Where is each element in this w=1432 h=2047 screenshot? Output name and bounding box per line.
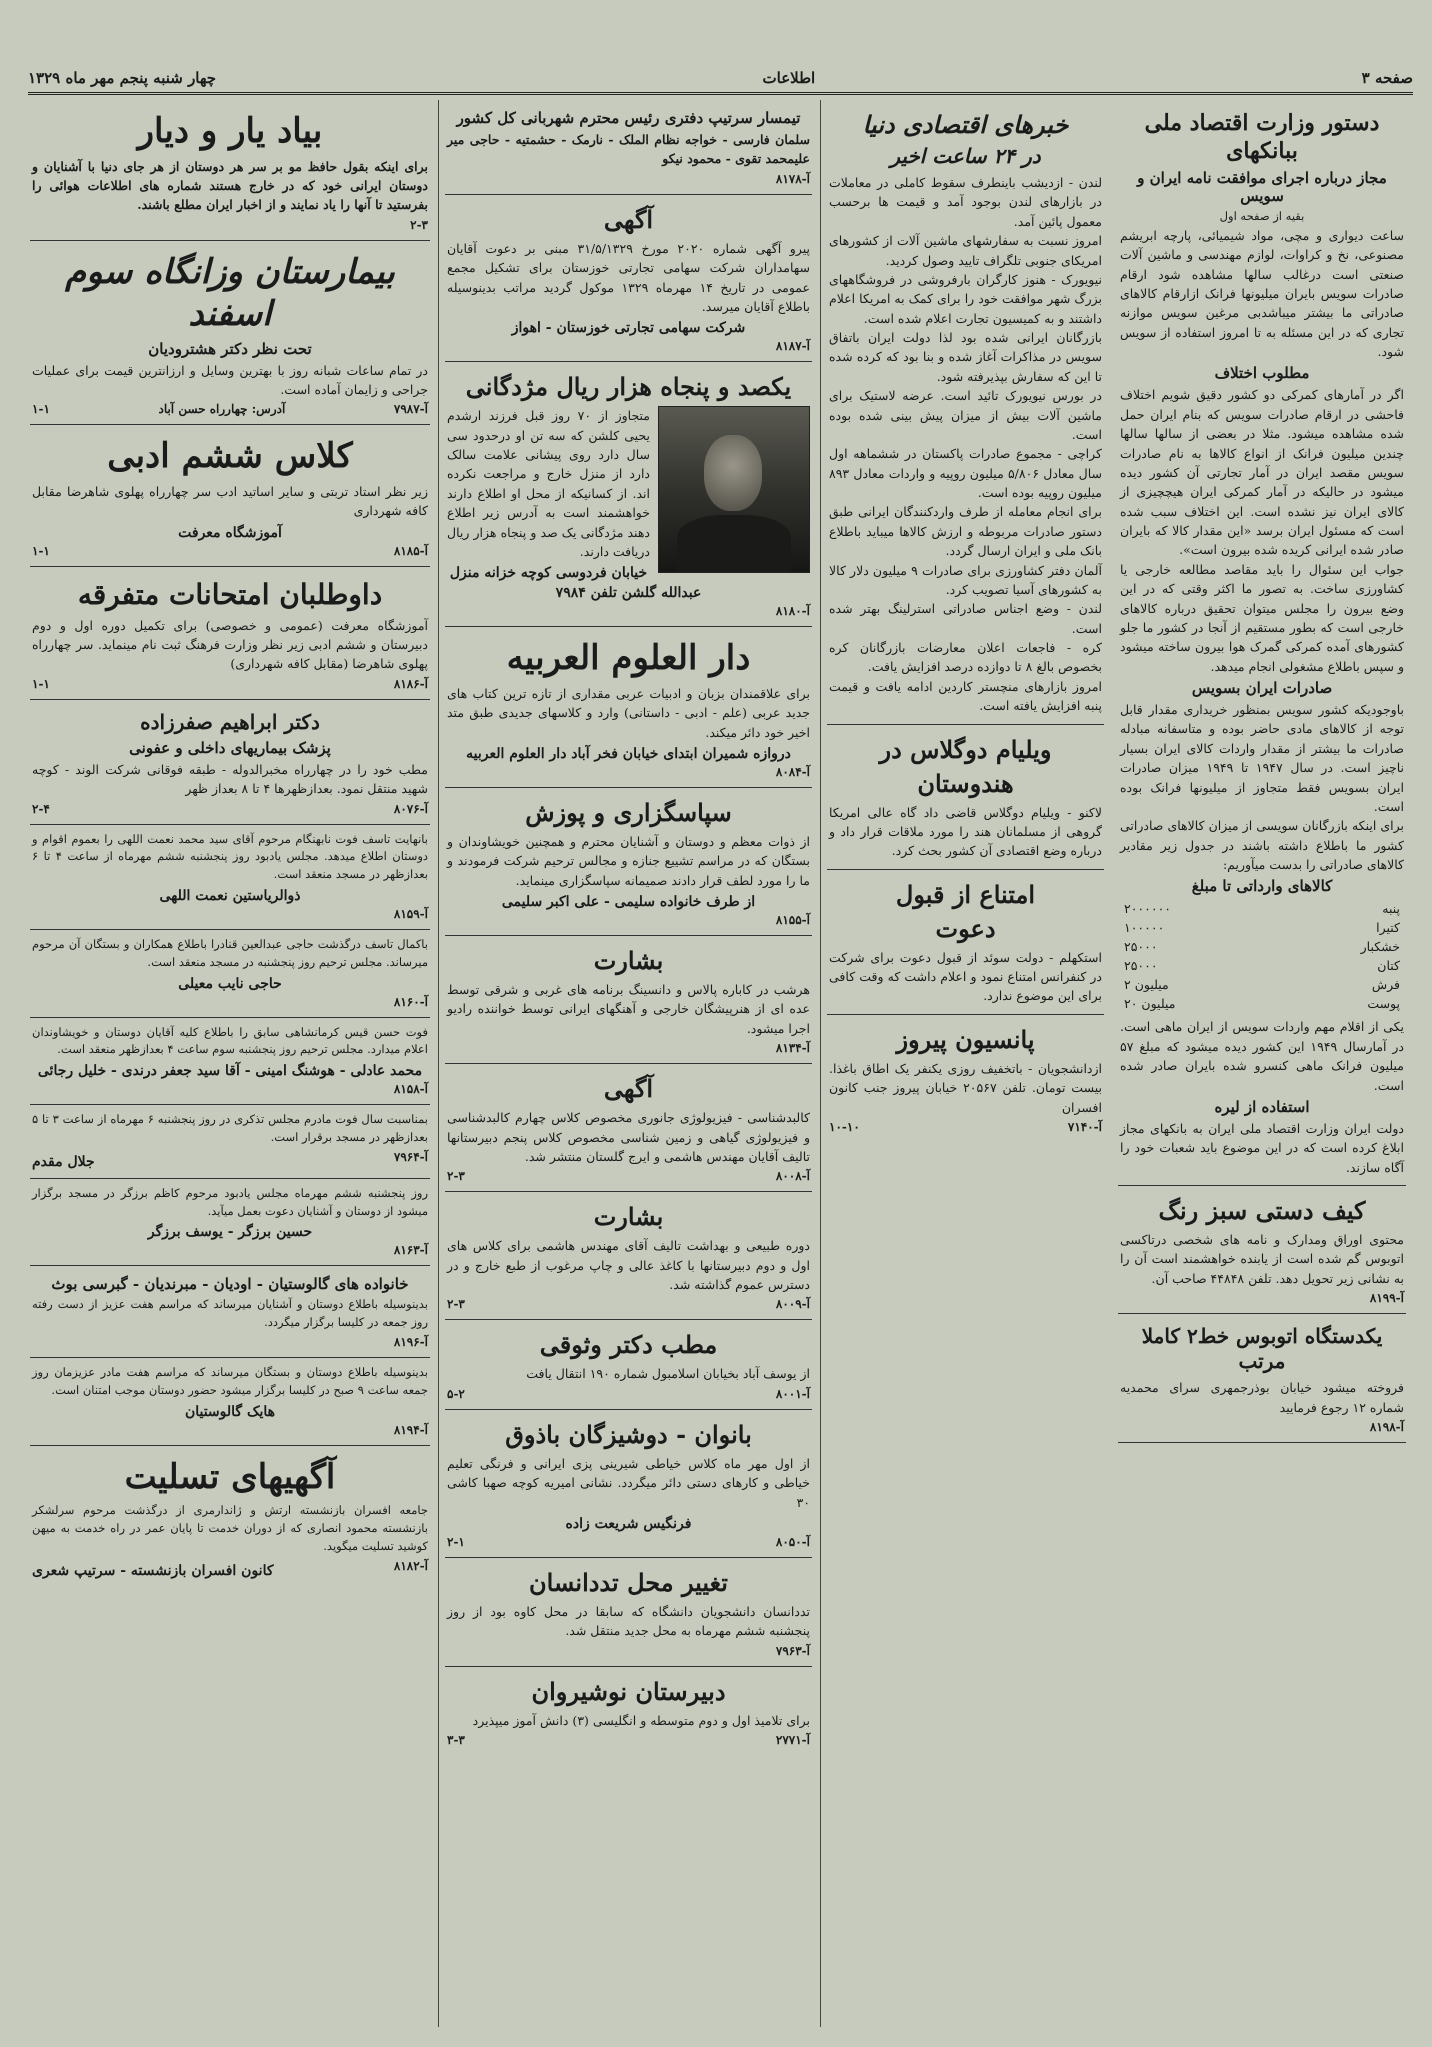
- ad-code: آ-۸۰۰۸: [775, 1169, 810, 1184]
- ad-run: ۱-۱: [32, 402, 50, 417]
- ad-subtitle: پزشک بیماریهای داخلی و عفونی: [129, 738, 331, 757]
- article-paragraph: جواب این سئوال را باید مقاصد مطالعه خارجی یا کشاورزی ساخت. به تصور ما اکثر وقتی که در این وضع بیرون را مجلس میتوان تحقیق درباره کالاهای خارجی است که بطور مستقیم از آنجا در کشور ما جلو کشورهای آمده کمرکی گمرک هوا بیرون ساخته میشود و سپس باطلاع مشغولی انجام میدهد.: [1120, 561, 1404, 674]
- column-2: [820, 100, 1110, 2027]
- remember-friends-ad: [30, 100, 430, 241]
- ad-title: بشارت: [593, 1202, 664, 1232]
- condolence-6: [30, 1266, 430, 1358]
- ad-ref: [447, 1535, 810, 1549]
- ad-run: ۲-۳: [447, 1169, 465, 1184]
- condolence-1: [30, 825, 430, 930]
- article-subtitle: در ۲۴ ساعت اخیر: [890, 144, 1041, 168]
- ad-ref: [32, 1335, 428, 1349]
- ad-code: آ-۸۰۵۰: [775, 1534, 810, 1549]
- ad-text: برای تلامیذ اول و دوم متوسطه و انگلیسی (۳) دانش آموز میپذیرد: [472, 1712, 810, 1728]
- condolence-7: [30, 1358, 430, 1446]
- ad-run: ۱-۱: [32, 676, 50, 691]
- ad-ref: [32, 218, 428, 232]
- section-heading: استفاده از لیره: [1214, 1097, 1310, 1116]
- ad-code: آ-۸۰۰۹: [775, 1297, 810, 1312]
- ad-ref: [32, 1243, 428, 1257]
- ad-ref: [447, 604, 810, 618]
- ad-signature: شرکت سهامی تجارتی خوزستان - اهواز: [511, 320, 746, 337]
- notice-text: باکمال تاسف درگذشت حاجی عبدالعین قنادرا باطلاع همکاران و بستگان آن مرحوم میرساند. مجلس ترحیم روز پنجشنبه در مسجد منعقد است.: [32, 936, 428, 969]
- exports-table: [1120, 899, 1404, 1013]
- table-title: کالاهای وارداتی تا مبلغ: [1191, 877, 1333, 896]
- notice-signature: کانون افسران بازنشسته - سرتیپ شعری: [32, 1562, 274, 1579]
- ad-text: در تمام ساعات شبانه روز با بهترین وسایل و ارزانترین قیمت برای عملیات جراحی و زایمان آماده است.: [32, 362, 428, 397]
- ad-ref: [32, 544, 428, 558]
- article-paragraph: ساعت دیواری و مچی، مواد شیمیائی، پارچه ابریشم مصنوعی، نخ و کراوات، لوازم مهندسی و ماشین آلات صنعتی است درغالب سالها مشاهده شود ارقام صادرات سویس بایران میلیونها فرانک ازارقام کالاهای صادراتی ما بیشتر میباشدبی مرغین سویس موازنه تجاری که در این مسئله به تا امروز استفاده از سویس شود.: [1120, 227, 1404, 360]
- notice-signature: ذوالریاستین نعمت اللهی: [159, 887, 301, 904]
- article-paragraph: نیویورک - هنوز کارگران بارفروشی در فروشگاههای بزرگ شهر موافقت خود را برای کمک به امریکا اعلام داشتند و به کمیسیون تجارت اعلام شده است.: [829, 271, 1102, 326]
- article-paragraph: برای انجام معامله از طرف واردکنندگان ایرانی طبق دستور صادرات مربوطه و ارزش کالاها میباید باطلاع بانک ملی و ایران ارسال گردد.: [829, 504, 1102, 559]
- ad-code: آ-۸۱۹۹: [1369, 1291, 1404, 1306]
- ad-address: آدرس: چهارراه حسن آباد: [158, 402, 286, 417]
- ad-title: بشارت: [593, 946, 664, 975]
- article-title: دستور وزارت اقتصاد ملی ببانکهای: [1144, 110, 1380, 164]
- notice-ref: [447, 172, 810, 186]
- article-paragraph: یکی از اقلام مهم واردات سویس از ایران ماهی است. در آمارسال ۱۹۴۹ این کشور دیده میشود که مبلغ ۵۷ میلیون فرانک ماهی کنسرو شده بایران صادر شده است.: [1120, 1019, 1404, 1093]
- ad-code: آ-۸۱۹۸: [1369, 1419, 1404, 1434]
- ad-run: ۲-۴: [32, 801, 50, 816]
- exam-ad: [30, 567, 430, 700]
- photo-face: [704, 435, 762, 511]
- article-paragraph: کره - فاجعات اعلان معارضات بازرگانان کره بخصوص بالغ ۸ تا دوازده درصد افزایش یافت.: [829, 640, 1102, 675]
- table-cell: ۲۵۰۰۰: [1124, 958, 1158, 974]
- table-cell: خشکبار: [1360, 939, 1400, 955]
- cabaret-ad: [445, 936, 812, 1064]
- ad-code: آ-۸۱۶۰: [393, 994, 428, 1009]
- literary-class-ad: [30, 425, 430, 566]
- ad-ref: [447, 1169, 810, 1183]
- ad-title: دبیرستان نوشیروان: [531, 1676, 726, 1706]
- section-heading: مطلوب اختلاف: [1214, 364, 1310, 383]
- ad-text: پیرو آگهی شماره ۲۰۲۰ مورخ ۳۱/۵/۱۳۲۹ مبنی بر دعوت آقایان سهامداران شرکت سهامی تجارتی خوزستان برای تشکیل مجمع عمومی در تاریخ ۱۴ مهرماه ۱۳۲۹ موکول گردید مراتب بدینوسیله باطلاع آقایان میرسد.: [447, 240, 810, 314]
- thanks-ad: [445, 788, 812, 936]
- ad-title: بیمارستان وزانگاه سوم اسفند: [65, 251, 395, 335]
- table-cell: پوست: [1367, 996, 1400, 1012]
- table-row: [1120, 956, 1404, 975]
- condolence-ads-section: [30, 1446, 430, 1587]
- ad-code: آ-۷۱۴۰: [1067, 1119, 1102, 1134]
- ad-run: ۲-۳: [447, 1297, 465, 1312]
- table-cell: ۱۰۰۰۰۰: [1124, 920, 1165, 936]
- page-number: صفحه ۳: [1361, 69, 1413, 87]
- ad-code: آ-۸۰۷۶: [393, 801, 428, 816]
- ad-code: آ-۷۹۶۴: [393, 1149, 428, 1164]
- ad-text: برای اینکه بقول حافظ مو بر سر هر دوستان از هر جای دنیا با آشنایان و دوستان ایرانی خود که در خارج هستند شماره های اطلاعات هوائی را بفرستید تا آنها را یاد نمایند و از اخبار ایران مطلع باشند.: [32, 158, 428, 213]
- table-cell: فرش: [1371, 977, 1400, 993]
- reward-ad: [445, 362, 812, 627]
- textbook-ad: [445, 1064, 812, 1192]
- condolence-5: [30, 1179, 430, 1267]
- ad-title: یکدستگاه اتوبوس خط۲ کاملا مرتب: [1141, 1324, 1383, 1374]
- notice-text: بمناسبت سال فوت مادرم مجلس تذکری در روز پنجشنبه ۶ مهرماه از ساعت ۳ تا ۵ بعدازظهر در مسجد برقرار است.: [32, 1112, 428, 1144]
- column-3: [438, 100, 818, 2027]
- ad-code: آ-۸۱۶۳: [393, 1243, 428, 1258]
- ad-run: ۳-۳: [447, 1733, 465, 1747]
- article-title: خبرهای اقتصادی دنیا: [862, 110, 1069, 139]
- ad-run: ۵-۲: [447, 1386, 465, 1401]
- ad-ref: [32, 677, 428, 691]
- ad-address: دروازه شمیران ابتدای خیابان فخر آباد دار العلوم العربیه: [466, 745, 791, 762]
- ad-text: متجاوز از ۷۰ روز قبل فرزند ارشدم یحیی کلشن که سه تن او درحدود سی سال دارد روی پیشانی علامت سالک دارد از منزل خارج و مراجعت نکرده اند. از کسانیکه از محل او اطلاع دارند خواهشمند است به آدرس زیر اطلاع دهند مژدگانی یک صد و پنجاه هزار ریال دریافت دارند.: [447, 408, 650, 559]
- ad-text: زیر نظر استاد تربتی و سایر اساتید ادب سر چهارراه پهلوی شاهرضا مقابل کافه شهرداری: [32, 483, 428, 519]
- ad-ref: [32, 907, 428, 921]
- relocation-ad: [445, 1558, 812, 1667]
- column-4: [24, 100, 436, 2027]
- ad-title: کیف دستی سبز رنگ: [1158, 1196, 1366, 1226]
- ad-title: بانوان - دوشیزگان باذوق: [505, 1419, 752, 1449]
- article-paragraph: امروز بازارهای منچستر کاردین ادامه یافت و قیمت پنبه افزایش یافته است.: [829, 678, 1102, 714]
- notice-signature: جلال مقدم: [32, 1153, 95, 1170]
- notice-signature: محمد عادلی - هوشنگ امینی - آقا سید جعفر درندی - خلیل رجائی: [37, 1063, 423, 1080]
- economy-article: [1118, 100, 1406, 1186]
- ad-text: دوره طبیعی و بهداشت تالیف آقای مهندس هاشمی برای کلاس های اول و دوم دبیرستانها با کاغذ عالی و چاپ مرغوب از طبع خارج و در دسترس عموم گذاشته شد.: [447, 1238, 810, 1292]
- ad-text: هرشب در کاباره پالاس و دانسینگ برنامه های غربی و شرقی توسط عده ای از هنرپیشگان خارجی و آهنگهای ایرانی توسط خواننده رادیو اجرا میشود.: [447, 982, 810, 1036]
- ad-title: دار العلوم العربیه: [506, 638, 751, 679]
- notice-text: بدینوسیله باطلاع دوستان و آشنایان میرساند که مراسم هفت عزیز از دست رفته روز جمعه در کلیسا برگزار میگردد.: [32, 1297, 428, 1330]
- ad-code: آ-۸۰۰۱: [775, 1386, 810, 1401]
- world-economy-article: [827, 100, 1104, 725]
- ad-text: از ذوات معظم و دوستان و آشنایان محترم و همچنین خویشاوندان و بستگان که در مراسم تشییع جنازه و مجالس ترحیم شرکت فرمودند و ما را مورد لطف قرار دادند صمیمانه سپاسگزاری مینماید.: [447, 833, 810, 888]
- article-title: امتناع از قبول: [895, 879, 1036, 909]
- notice-text: سلمان فارسی - خواجه نظام الملک - نارمک - حشمتیه - حاجی میر علیمحمد تقوی - محمود نیکو: [447, 132, 810, 167]
- notice-text: جامعه افسران بازنشسته ارتش و ژاندارمری از درگذشت مرحوم سرلشکر بازنشسته محمود انصاری که از دوران خدمت تا پایان عمر در راه خدمت به میهن کوشید تسلیت میگوید.: [32, 1503, 428, 1553]
- ad-ref: [447, 1733, 810, 1747]
- ad-signature: از طرف خانواده سلیمی - علی اکبر سلیمی: [501, 894, 756, 910]
- ad-ref: [447, 1041, 810, 1055]
- ad-text: مطب خود را در چهارراه مخبرالدوله - طبقه فوقانی شرکت الوند - کوچه شهید منتقل نمود. بعدازظهرها ۴ تا ۸ بعداز ظهر: [32, 761, 428, 797]
- ad-code: آ-۸۱۸۲: [393, 1558, 428, 1573]
- ad-subtitle: تحت نظر دکتر هشترودیان: [148, 339, 312, 358]
- invitation-article: [827, 870, 1104, 1015]
- ad-run: ۲-۳: [410, 217, 428, 232]
- ad-title: آگهی: [603, 1074, 654, 1104]
- condolence-3: [30, 1018, 430, 1106]
- article-title-line2: دعوت: [935, 913, 996, 943]
- ad-ref: [32, 1559, 428, 1579]
- ad-code: آ-۷۹۸۷: [393, 402, 428, 417]
- article-paragraph: باوجودیکه کشور سویس بمنظور خریداری مقدار قابل توجه از کالاهای مادی حاضر بوده و متاسفانه مبادله صادرات ما بیشتر از مقدار واردات کالای ایران بسیار ناچیز است. در سال ۱۹۴۷ تا ۱۹۴۹ میزان صادرات ایران بسویس فقط متجاوز از میلیونها فرانک بوده است.: [1120, 702, 1404, 814]
- table-row: [1120, 899, 1404, 918]
- article-paragraph: لاکنو - ویلیام دوگلاس قاضی داد گاه عالی امریکا گروهی از مسلمانان هند را مورد ملاقات قرار داد و درباره وضع اقتصادی آن کشور بحث کرد.: [829, 804, 1102, 859]
- article-title-line2: هندوستان: [917, 768, 1014, 798]
- missing-person-photo: [658, 406, 810, 573]
- table-cell: کتیرا: [1376, 920, 1400, 936]
- ad-code: آ-۸۱۹۶: [393, 1335, 428, 1350]
- ad-text: کالبدشناسی - فیزیولوژی جانوری مخصوص کلاس چهارم کالبدشناسی و فیزیولوژی گیاهی و زمین شناسی مخصوص کلاس پنجم دبیرستانها تالیف آقایان مهندس هاشمی و ایرج گلستان منتشر شد.: [447, 1110, 810, 1164]
- ad-code: آ-۸۱۸۰: [775, 604, 810, 619]
- article-subtitle: مجاز درباره اجرای موافقت نامه ایران و سویس: [1137, 169, 1387, 205]
- ad-ref: [1120, 1420, 1404, 1434]
- article-paragraph: استکهلم - دولت سوئد از قبول دعوت برای شرکت در کنفرانس امتناع نمود و اعلام داشت که وقت کافی برای این موضوع ندارد.: [829, 949, 1102, 1004]
- ad-text: فروخته میشود خیابان بوذرجمهری سرای محمدیه شماره ۱۲ رجوع فرمایید: [1120, 1380, 1404, 1415]
- notice-text: بانهایت تاسف فوت نابهنگام مرحوم آقای سید محمد نعمت اللهی را بعموم اقوام و دوستان اطلاع میدهد. مجلس یادبود روز پنجشنبه ششم مهرماه از ساعت ۴ تا ۶ بعدازظهر در مسجد منعقد است.: [32, 831, 429, 882]
- notice-heading: تیمسار سرتیپ دفتری رئیس محترم شهربانی کل کشور: [456, 109, 801, 127]
- table-cell: کتان: [1377, 958, 1400, 974]
- ad-title: بیاد یار و دیار: [137, 111, 323, 151]
- ad-text: محتوی اوراق ومدارک و نامه های شخصی درتاکسی اتوبوس گم شده است از یابنده خواهشمند است آن را به نشانی زیر تحویل دهد. تلفن ۴۴۸۴۸ صاحب آن.: [1120, 1232, 1404, 1286]
- ad-ref: [447, 339, 810, 353]
- ad-address: خیابان فردوسی کوچه خزانه منزل: [449, 565, 648, 582]
- ad-code: آ-۸۱۸۷: [775, 339, 810, 354]
- table-row: [1120, 975, 1404, 994]
- article-paragraph: اگر در آمارهای کمرکی دو کشور دقیق شویم اختلاف فاحشی در ارقام صادرات سویس که بنام ایران حمل شده مشاهده میشود. مثلا در بعضی از سالها سالها چندین میلیون فرانک از انواع کالاها به نام صادرات سویس مقصد ایران در آمار تجارتی آن کشور دیده میشود در حالیکه در آمار کمرکی ایران هیچچیزی از کالای ایران نیز نشده است. این اختلاف سبب شده است که مسئول ایران برسد «این مقدار کالا که بایران صادر شده ایرانی کریده شده بیرون است».: [1120, 387, 1404, 558]
- notice-signature: حسین برزگر - یوسف برزگر: [147, 1224, 313, 1241]
- hospital-ad: [30, 241, 430, 426]
- science-book-ad: [445, 1192, 812, 1320]
- ad-title: مطب دکتر وثوقی: [539, 1330, 718, 1360]
- table-cell: پنبه: [1382, 901, 1400, 917]
- notice-signature: هایک گالوستیان: [184, 1403, 276, 1420]
- ad-ref: [447, 1644, 810, 1658]
- article-paragraph: در بورس نیویورک تائید است. عرضه لاستیک برای ماشین آلات بیش از میزان پیش بینی شده بوده است.: [829, 388, 1102, 442]
- article-title: ویلیام دوگلاس در: [879, 734, 1052, 764]
- bus-sale-ad: [1118, 1314, 1406, 1443]
- ad-run: ۱۰-۱۰: [829, 1119, 860, 1134]
- ad-code: آ-۸۱۵۵: [775, 913, 810, 927]
- ad-text: آموزشگاه معرفت (عمومی و خصوصی) برای تکمیل دوره اول و دوم دبیرستان و ششم ادبی زیر نظر وزارت فرهنگ ثبت نام مینماید. سر چهارراه پهلوی شاهرضا (مقابل کافه شهرداری): [32, 617, 428, 672]
- notice-text: بدینوسیله باطلاع دوستان و بستگان میرساند که مراسم هفت مادر عزیزمان روز جمعه ساعت ۹ صبح در کلیسا برگزار میشود حضور دوستان موجب امتنان است.: [32, 1365, 428, 1397]
- notice-text: روز پنجشنبه ششم مهرماه مجلس یادبود مرحوم کاظم برزگر در مسجد برگزار میشود از دوستان و آشنایان دعوت بعمل میآید.: [32, 1185, 428, 1218]
- ad-ref: [829, 1120, 1102, 1134]
- table-row: [1120, 937, 1404, 956]
- ad-ref: [1120, 1291, 1404, 1305]
- issue-date: چهار شنبه پنجم مهر ماه ۱۳۲۹: [28, 69, 217, 87]
- lost-bag-ad: [1118, 1186, 1406, 1314]
- ad-ref: [32, 802, 428, 816]
- article-paragraph: آلمان دفتر کشاورزی برای صادرات ۹ میلیون دلار کالا به کشورهای آسیا تصویب کرد.: [829, 562, 1103, 597]
- paper-name: اطلاعات: [762, 69, 816, 87]
- notice-text: فوت حسن قیس کرمانشاهی سابق را باطلاع کلیه آقایان دوستان و خویشاوندان اعلام میدارد. مجلس ترحیم روز پنجشنبه سوم ساعت ۴ بعدازظهر منعقد است.: [32, 1024, 428, 1057]
- ad-run: ۲-۱: [447, 1534, 465, 1549]
- condolence-4: [30, 1105, 430, 1179]
- ad-code: آ-۸۱۷۸: [775, 171, 810, 186]
- ad-code: آ-۸۱۹۴: [393, 1422, 428, 1437]
- ad-signature: آموزشگاه معرفت: [178, 524, 282, 541]
- ad-text: تددانسان دانشجویان دانشگاه که سابقا در محل کاوه بود از روز پنجشنبه ششم مهرماه به محل جدید منتقل شد.: [447, 1603, 810, 1639]
- photo-body: [677, 515, 791, 572]
- ad-code: آ-۸۱۳۴: [775, 1041, 810, 1056]
- notice-heading: خانواده های گالوستیان - اودیان - مبرنديان - گبرسی بوث: [51, 1275, 409, 1294]
- ad-ref: [32, 1423, 428, 1437]
- ad-title: داوطلبان امتحانات متفرقه: [77, 577, 383, 611]
- article-paragraph: بازرگانان ایرانی شده بود لذا دولت ایران باتفاق سویس در مذاکرات آغاز شده و بنا بود که کرده شده تا این که سفارش بپذیرفته شود.: [829, 330, 1102, 384]
- school-ad: [445, 1667, 812, 1755]
- table-cell: ۲۰۰۰۰۰۰: [1124, 901, 1171, 917]
- section-title: آگهیهای تسلیت: [124, 1456, 336, 1497]
- ad-title: سپاسگزاری و پوزش: [525, 797, 732, 827]
- article-paragraph: کراچی - مجموع صادرات پاکستان در ششماهه اول سال معادل ۵/۸۰۶ میلیون روپیه و واردات معادل ۸۹۳ میلیون روپیه بوده است.: [829, 446, 1102, 500]
- ad-code: آ-۸۱۸۵: [393, 543, 428, 558]
- section-heading: صادرات ایران بسویس: [1191, 679, 1333, 698]
- ad-text: از یوسف آباد بخیابان اسلامبول شماره ۱۹۰ انتقال یافت: [526, 1366, 810, 1382]
- article-paragraph: لندن - ازدیشب باینطرف سقوط کاملی در معاملات در بازارهای لندن بوجود آمد و قیمت ها برحسب معمول پائین آمد.: [829, 175, 1102, 229]
- condolence-2: [30, 930, 430, 1018]
- ad-signature: عبدالله گلشن تلفن ۷۹۸۴: [555, 585, 702, 602]
- ad-title: دکتر ابراهیم صفرزاده: [140, 709, 320, 734]
- ad-title: یکصد و پنجاه هزار ریال مژدگانی: [465, 372, 792, 402]
- pension-ad: [827, 1015, 1104, 1142]
- ad-title: آگهی: [603, 204, 654, 234]
- ad-code: آ-۷۹۶۳: [775, 1643, 810, 1658]
- ad-text: از اول مهر ماه کلاس خیاطی شیرینی پزی ایرانی و فرنگی تعلیم خیاطی و کارهای دستی دائر میگردد. نشانی امیریه کوچه صهبا کاشی ۳۰: [447, 1455, 810, 1510]
- table-row: [1120, 994, 1404, 1013]
- ad-code: آ-۸۱۸۶: [393, 676, 428, 691]
- ad-code: آ-۲۷۷۱: [775, 1733, 810, 1747]
- douglas-article: [827, 725, 1104, 870]
- column-1: [1112, 100, 1412, 2027]
- article-paragraph: دولت ایران وزارت اقتصاد ملی ایران به بانکهای مجاز ابلاغ کرده است که در این موضوع باید شعبات خود را آگاه سازند.: [1120, 1120, 1404, 1175]
- ad-text: برای علاقمندان بزبان و ادبیات عربی مقداری از تازه ترین کتاب های جدید عربی (علم - ادبی - داستانی) وارد و کلاسهای جدیدی طبق متد اخیر خود دائر میکند.: [447, 685, 810, 740]
- ad-code: آ-۸۱۵۹: [393, 906, 428, 921]
- ad-ref: [32, 1150, 428, 1170]
- ad-code: آ-۸۱۵۸: [393, 1082, 428, 1097]
- page-header: [28, 64, 1413, 95]
- table-cell: ۲۵۰۰۰: [1124, 939, 1158, 955]
- ad-code: آ-۸۰۸۴: [775, 764, 810, 779]
- ad-ref: [447, 913, 810, 927]
- ad-signature: فرنگیس شریعت زاده: [565, 1515, 692, 1532]
- notice-signature: حاجی نایب معیلی: [178, 975, 282, 992]
- article-paragraph: امروز نسبت به سفارشهای ماشین آلات از کشورهای امریکای جنوبی تلگراف تایید وصول کردید.: [829, 233, 1102, 268]
- ad-ref: [32, 402, 428, 416]
- clinic-ad: [445, 1320, 812, 1409]
- ad-ref: [447, 1387, 810, 1401]
- table-cell: ۲۰ میلیون: [1124, 996, 1176, 1012]
- police-notice: [445, 100, 812, 195]
- arabic-school-ad: [445, 627, 812, 788]
- ad-run: ۱-۱: [32, 543, 50, 558]
- ad-ref: [32, 995, 428, 1009]
- ad-ref: [447, 765, 810, 779]
- table-cell: ۲ میلیون: [1124, 977, 1169, 993]
- doctor-ad: [30, 700, 430, 825]
- article-paragraph: لندن - وضع اجناس صادراتی استرلینگ بهتر شده است.: [829, 601, 1102, 636]
- sewing-class-ad: [445, 1410, 812, 1558]
- table-row: [1120, 918, 1404, 937]
- ad-text: ازدانشجویان - باتخفیف روزی یکنفر یک اطاق باغذا. بیست تومان. تلفن ۲۰۵۶۷ خیابان پیروز جنب کانون افسران: [829, 1060, 1102, 1115]
- article-note: بقیه از صفحه اول: [1219, 209, 1305, 223]
- ad-ref: [447, 1297, 810, 1311]
- shareholders-ad: [445, 195, 812, 363]
- ad-title: کلاس ششم ادبی: [107, 436, 353, 477]
- ad-title: تغییر محل تددانسان: [529, 1567, 728, 1597]
- article-paragraph: برای اینکه بازرگانان سویسی از میزان کالاهای صادراتی کشور ما باطلاع داشته باشند در جدول زیر مقادیر کالاهای صادراتی را بدست میآوریم:: [1120, 818, 1404, 873]
- ad-ref: [32, 1082, 428, 1096]
- ad-title: پانسیون پیروز: [896, 1024, 1035, 1054]
